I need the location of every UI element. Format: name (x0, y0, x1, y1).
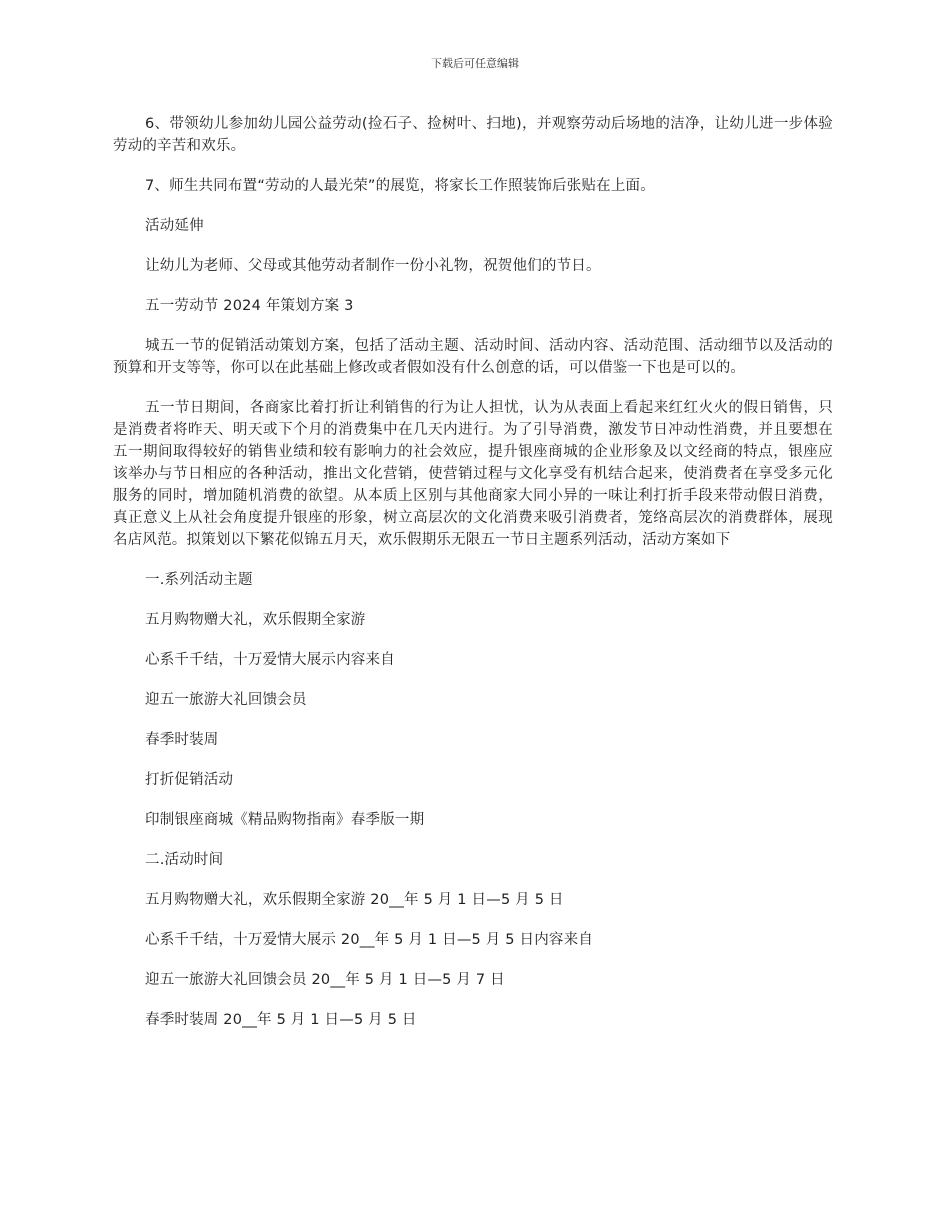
list-item: 打折促销活动 (145, 772, 234, 788)
list-item: 迎五一旅游大礼回馈会员 (145, 692, 307, 708)
list-item: 心系千千结，十万爱情大展示内容来自 (145, 652, 395, 668)
list-item: 春季时装周 20__年 5 月 1 日—5 月 5 日 (145, 1012, 417, 1028)
list-item: 五月购物赠大礼，欢乐假期全家游 20__年 5 月 1 日—5 月 5 日 (145, 892, 564, 908)
section-heading: 一.系列活动主题 (145, 572, 253, 588)
paragraph: 6、带领幼儿参加幼儿园公益劳动(捡石子、捡树叶、扫地)，并观察劳动后场地的洁净，让幼儿进一步体验劳动的辛苦和欢乐。 (113, 116, 833, 154)
list-item: 迎五一旅游大礼回馈会员 20__年 5 月 1 日—5 月 7 日 (145, 972, 505, 988)
header-note: 下载后可任意编辑 (431, 57, 519, 70)
paragraph: 7、师生共同布置“劳动的人最光荣”的展览，将家长工作照装饰后张贴在上面。 (145, 178, 655, 194)
list-item: 五月购物赠大礼，欢乐假期全家游 (145, 612, 366, 628)
section-heading: 活动延伸 (145, 218, 204, 234)
paragraph: 让幼儿为老师、父母或其他劳动者制作一份小礼物，祝贺他们的节日。 (145, 258, 601, 274)
list-item: 春季时装周 (145, 732, 219, 748)
section-heading: 二.活动时间 (145, 852, 224, 868)
section-heading: 五一劳动节 2024 年策划方案 3 (145, 298, 354, 314)
list-item: 心系千千结，十万爱情大展示 20__年 5 月 1 日—5 月 5 日内容来自 (145, 932, 594, 948)
list-item: 印制银座商城《精品购物指南》春季版一期 (145, 812, 425, 828)
paragraph: 五一节日期间，各商家比着打折让利销售的行为让人担忧，认为从表面上看起来红红火火的假日销售，只是消费者将昨天、明天或下个月的消费集中在几天内进行。为了引导消费，激发节日冲动性消费，并且要想在五一期间取得较好的销售业绩和较有影响力的社会效应，提升银座商城的企业形象及以文经商的特点，银座应该举办与节日相应的各种活动，推出文化营销，使营销过程与文化享受有机结合起来，使消费者在享受多元化服务的同时，增加随机消费的欲望。从本质上区别与其他商家大同小异的一味让利打折手段来带动假日消费，真正意义上从社会角度提升银座的形象，树立高层次的文化消费来吸引消费者，笼络高层次的消费群体，展现名店风范。拟策划以下繁花似锦五月天，欢乐假期乐无限五一节日主题系列活动，活动方案如下 (113, 400, 833, 548)
document-body (113, 113, 833, 1031)
paragraph: 城五一节的促销活动策划方案，包括了活动主题、活动时间、活动内容、活动范围、活动细节以及活动的预算和开支等等，你可以在此基础上修改或者假如没有什么创意的话，可以借鉴一下也是可以的。 (113, 338, 833, 376)
